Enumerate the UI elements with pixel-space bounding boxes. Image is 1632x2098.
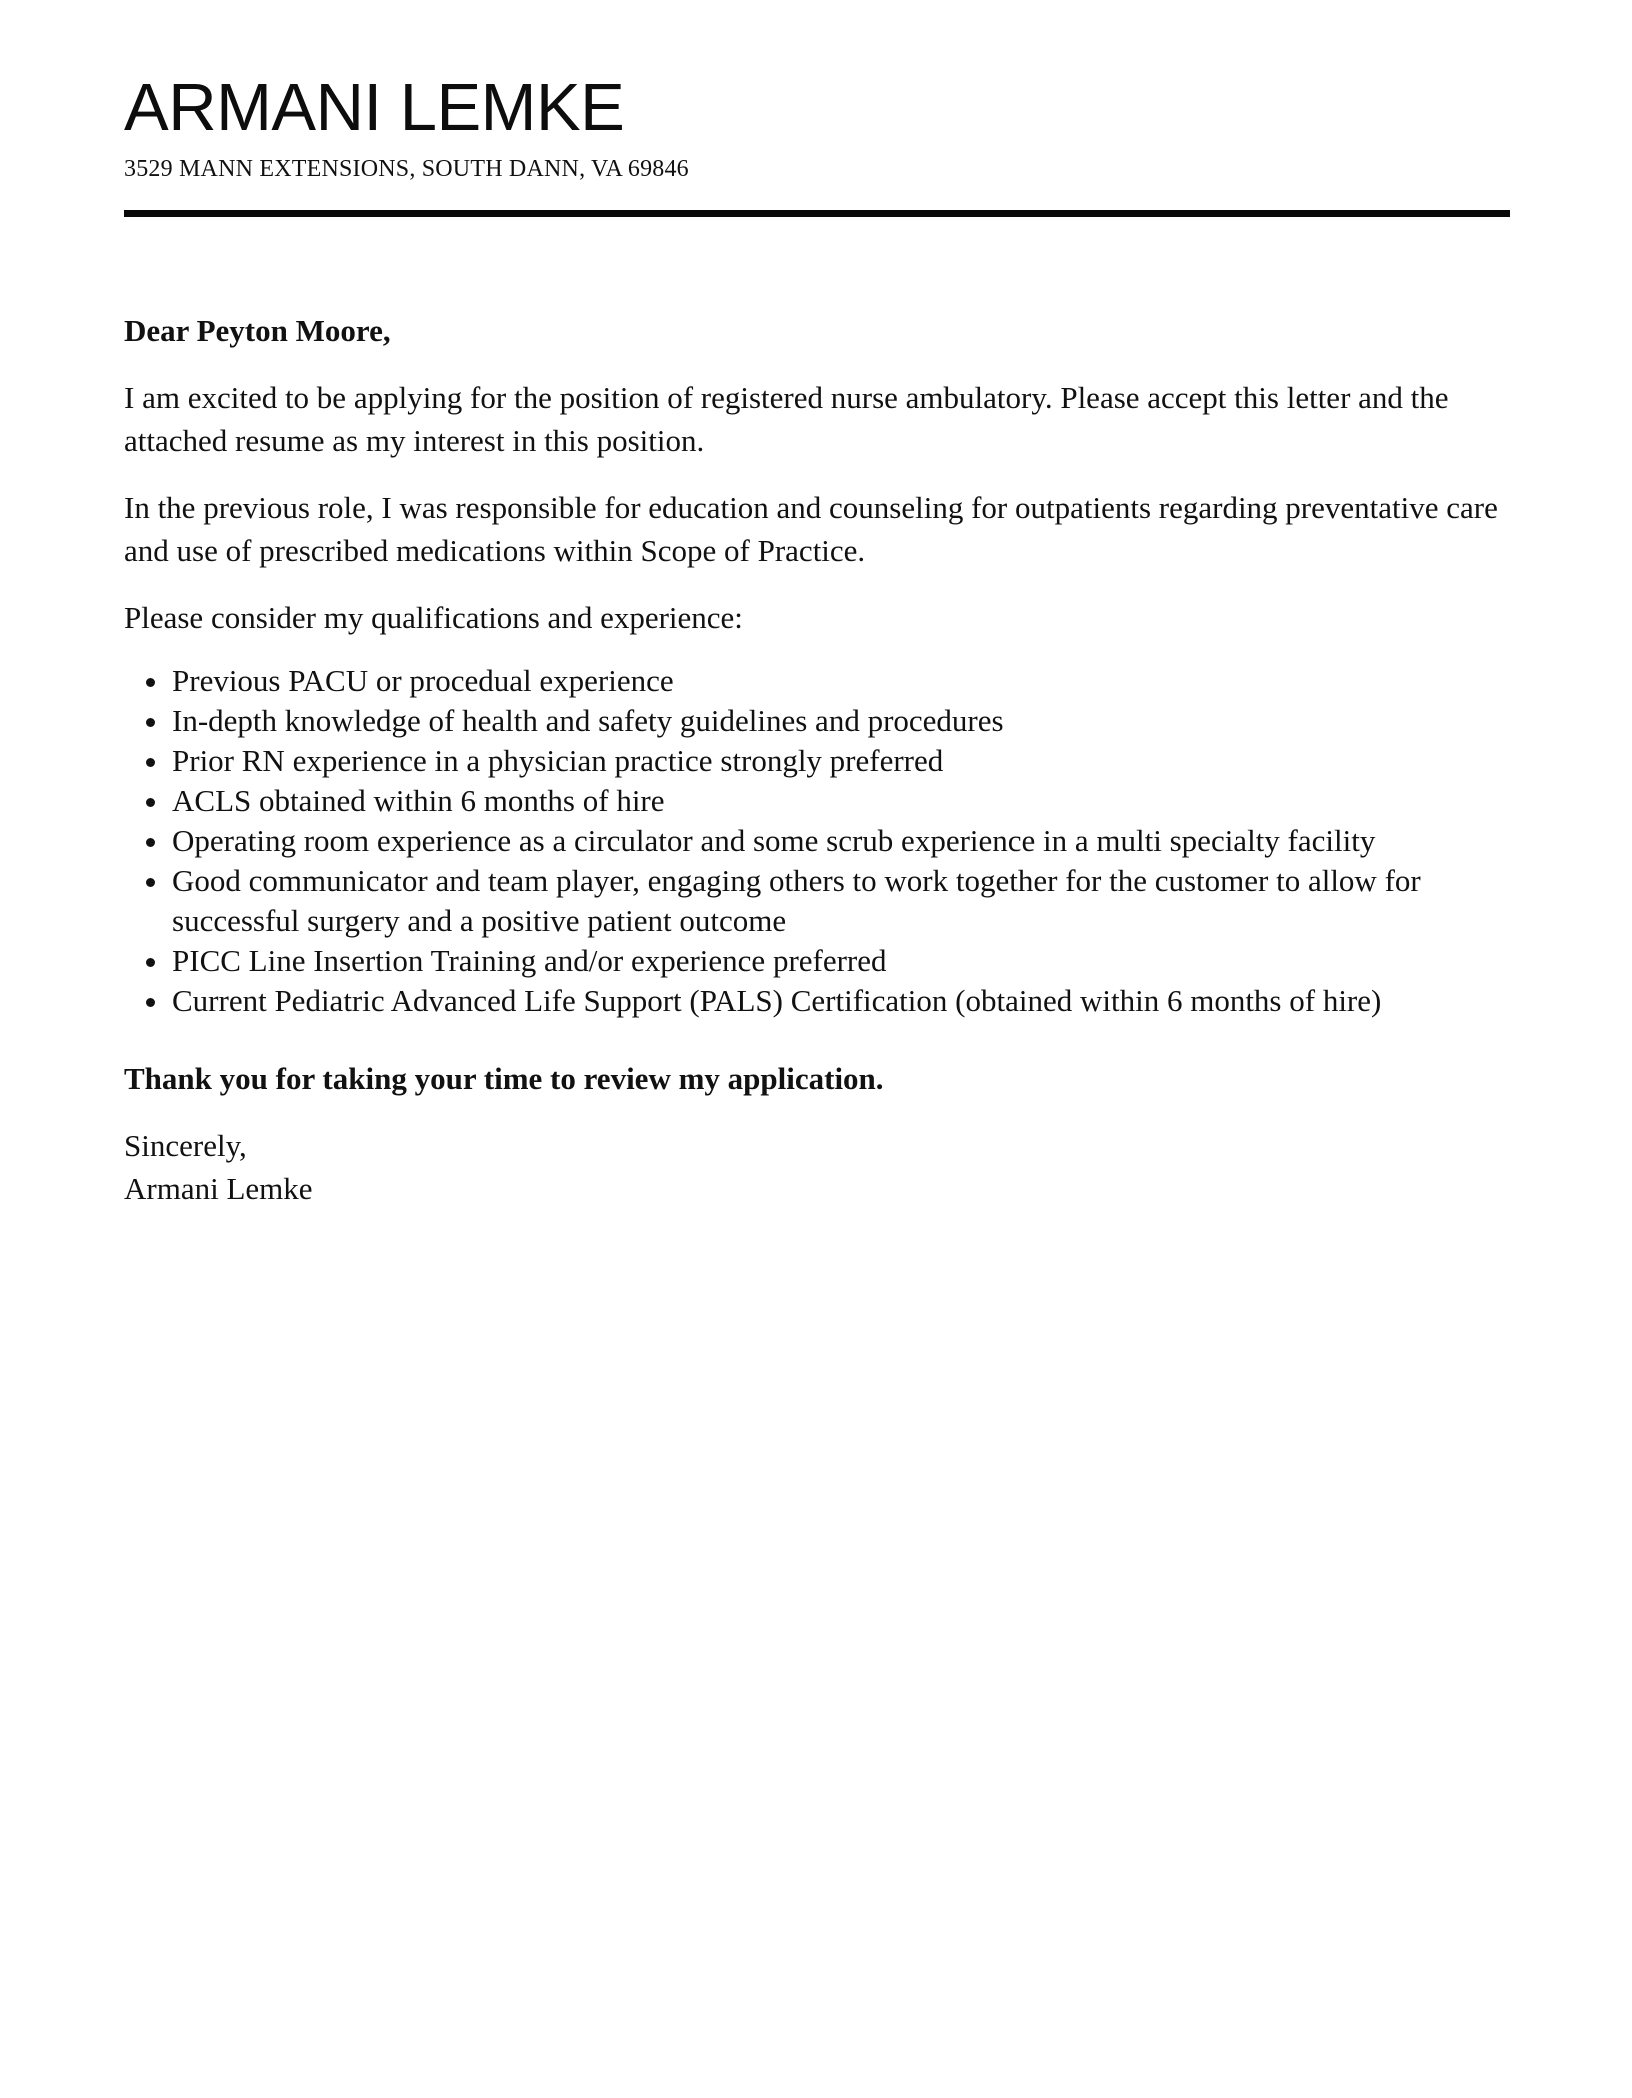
list-item-text: Previous PACU or procedual experience: [172, 663, 674, 698]
salutation: Dear Peyton Moore,: [124, 313, 391, 348]
bullet-icon: [146, 718, 155, 727]
bullet-icon: [146, 998, 155, 1007]
list-item: [124, 861, 1510, 941]
closing-phrase: Sincerely,: [124, 1128, 247, 1163]
bullet-icon: [146, 678, 155, 687]
bullet-icon: [146, 798, 155, 807]
list-item-text: In-depth knowledge of health and safety guidelines and procedures: [172, 703, 1004, 738]
list-item: [124, 661, 1510, 701]
list-item: [124, 701, 1510, 741]
closing: [124, 1124, 1510, 1210]
list-item: [124, 981, 1510, 1021]
list-item: [124, 821, 1510, 861]
list-item-text: Good communicator and team player, engaging others to work together for the customer to allow for successful surgery and a positive patient outcome: [172, 863, 1421, 938]
bullet-icon: [146, 838, 155, 847]
applicant-name: ARMANI LEMKE: [124, 70, 625, 145]
list-item-text: Current Pediatric Advanced Life Support (PALS) Certification (obtained within 6 months of hire): [172, 983, 1382, 1018]
list-item-text: PICC Line Insertion Training and/or experience preferred: [172, 943, 887, 978]
signature-name: Armani Lemke: [124, 1171, 313, 1206]
list-item: [124, 741, 1510, 781]
bullet-icon: [146, 958, 155, 967]
bullet-icon: [146, 758, 155, 767]
qualifications-list: [124, 661, 1510, 1021]
header-divider: [124, 210, 1510, 217]
cover-letter-page: [124, 68, 1510, 1210]
list-item: [124, 781, 1510, 821]
bullet-icon: [146, 878, 155, 887]
qualifications-intro: Please consider my qualifications and experience:: [124, 600, 743, 635]
list-item-text: Operating room experience as a circulator and some scrub experience in a multi specialty facility: [172, 823, 1376, 858]
thank-you-line: Thank you for taking your time to review my application.: [124, 1061, 884, 1096]
applicant-address: 3529 MANN EXTENSIONS, SOUTH DANN, VA 69846: [124, 156, 689, 182]
list-item: [124, 941, 1510, 981]
intro-paragraph: I am excited to be applying for the position of registered nurse ambulatory. Please accept this letter and the attached resume as my interest in this position.: [124, 380, 1449, 458]
list-item-text: ACLS obtained within 6 months of hire: [172, 783, 665, 818]
experience-paragraph: In the previous role, I was responsible for education and counseling for outpatients regarding preventative care and use of prescribed medications within Scope of Practice.: [124, 490, 1498, 568]
list-item-text: Prior RN experience in a physician practice strongly preferred: [172, 743, 944, 778]
